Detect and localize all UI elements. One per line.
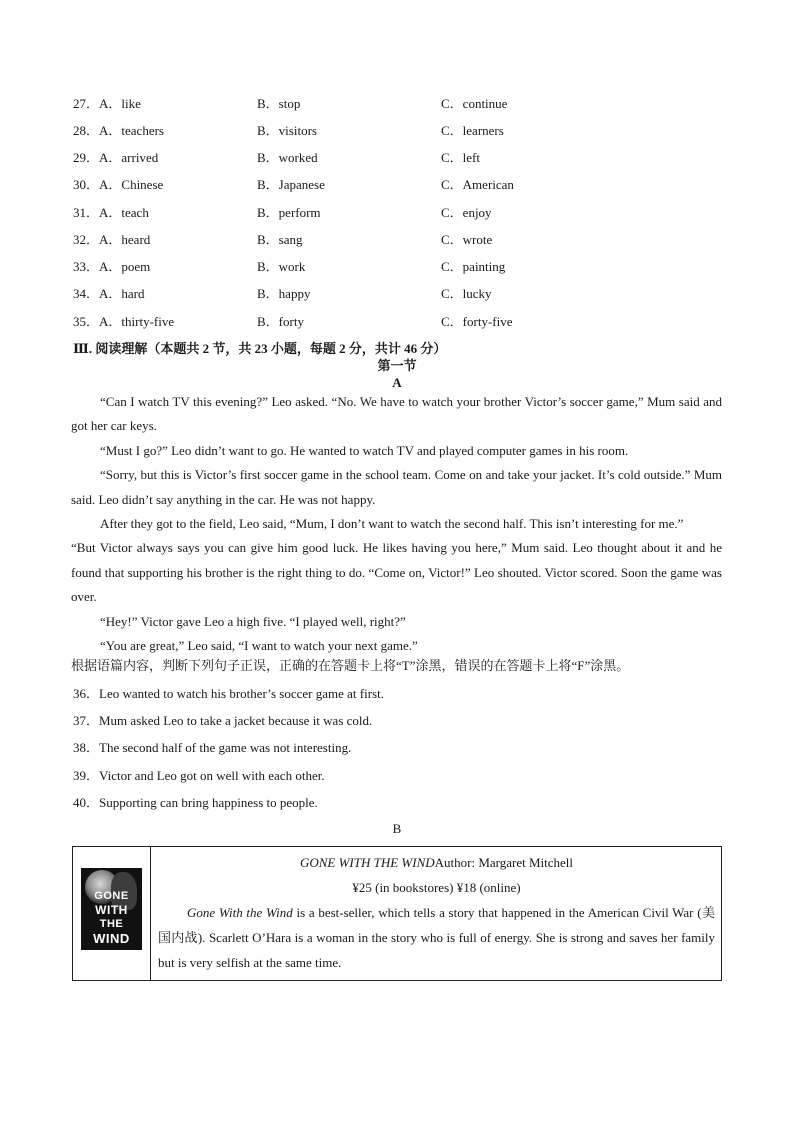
statement-item: 40．Supporting can bring happiness to people. — [73, 795, 318, 810]
option-a: 33．A．poem — [73, 259, 151, 274]
passage-paragraph: After they got to the field, Leo said, “Mum, I don’t want to watch the second half. This isn’t interesting for me.” — [100, 516, 684, 532]
option-c: C．continue — [441, 96, 508, 111]
option-b: B．Japanese — [257, 177, 325, 192]
passage-paragraph: “Must I go?” Leo didn’t want to go. He wanted to watch TV and played computer games in his room. — [100, 442, 629, 458]
cover-word: GONE — [94, 890, 129, 902]
option-row — [0, 94, 794, 114]
option-a: 29．A．arrived — [73, 150, 159, 165]
part-label: 第一节 — [377, 358, 417, 373]
option-c: C．wrote — [441, 232, 493, 247]
passage-b-label: B — [392, 821, 402, 836]
cover-word: WITH — [95, 903, 128, 917]
passage-paragraph: “But Victor always says you can give him good luck. He likes having you here,” Mum said. Leo thought about it and he found that supporting his brother is the right thing to do. “Come on, Victor!” Leo shouted. Victor scored. Soon the game was over. — [71, 540, 722, 605]
book-price: ¥25 (in bookstores) ¥18 (online) — [352, 880, 521, 895]
book-title-line — [158, 850, 715, 875]
option-c: C．left — [441, 150, 480, 165]
option-a: 28．A．teachers — [73, 123, 164, 138]
book-title: GONE WITH THE WIND — [299, 855, 435, 870]
passage-a-label: A — [392, 375, 402, 390]
option-b: B．perform — [257, 205, 321, 220]
book-desc-text: is a best-seller, which tells a story that happened in the American Civil War (美国内战). Scarlett O’Hara is a woman in the story who is full of energy. She is strong and saves her family but is very selfish at the same time. — [158, 905, 715, 970]
option-c: C．American — [441, 177, 514, 192]
cover-word: THE — [99, 918, 124, 930]
statement-item: 36．Leo wanted to watch his brother’s soccer game at first. — [73, 686, 384, 701]
statement-item: 39．Victor and Leo got on well with each other. — [73, 768, 325, 783]
option-a: 32．A．heard — [73, 232, 151, 247]
option-b: B．sang — [257, 232, 303, 247]
book-desc-title: Gone With the Wind — [187, 905, 293, 920]
passage-paragraph: “Hey!” Victor gave Leo a high five. “I played well, right?” — [100, 613, 406, 629]
book-info-table — [72, 846, 722, 981]
cover-word: WIND — [93, 931, 130, 946]
option-row — [0, 312, 794, 332]
option-row — [0, 148, 794, 168]
book-cover-image — [81, 868, 142, 950]
option-b: B．visitors — [257, 123, 317, 138]
passage-paragraph: “You are great,” Leo said, “I want to watch your next game.” — [100, 638, 418, 654]
option-a: 30．A．Chinese — [73, 177, 164, 192]
option-a: 35．A．thirty-five — [73, 314, 175, 329]
option-row — [0, 121, 794, 141]
statement-item: 37．Mum asked Leo to take a jacket because it was cold. — [73, 713, 373, 728]
passage-paragraph: “Sorry, but this is Victor’s first soccer game in the school team. Come on and take your jacket. It’s cold outside.” Mum said. Leo didn’t say anything in the car. He was not happy. — [71, 467, 722, 507]
option-c: C．painting — [441, 259, 506, 274]
option-c: C．lucky — [441, 286, 492, 301]
statement-item: 38．The second half of the game was not interesting. — [73, 740, 352, 755]
option-a: 34．A．hard — [73, 286, 145, 301]
option-row — [0, 203, 794, 223]
book-details — [158, 847, 715, 975]
option-c: C．learners — [441, 123, 504, 138]
option-row — [0, 284, 794, 304]
book-description — [158, 900, 715, 975]
option-c: C．forty-five — [441, 314, 513, 329]
option-b: B．worked — [257, 150, 318, 165]
passage-a — [71, 390, 722, 658]
option-a: 27．A．like — [73, 96, 141, 111]
option-a: 31．A．teach — [73, 205, 149, 220]
table-divider — [150, 847, 151, 980]
option-b: B．work — [257, 259, 306, 274]
instruction-text: 根据语篇内容，判断下列句子正误，正确的在答题卡上将“T”涂黑，错误的在答题卡上将“F”涂黑。 — [71, 658, 630, 673]
option-row — [0, 257, 794, 277]
option-row — [0, 230, 794, 250]
option-b: B．happy — [257, 286, 311, 301]
passage-paragraph: “Can I watch TV this evening?” Leo asked. “No. We have to watch your brother Victor’s soccer game,” Mum said and got her car keys. — [71, 394, 722, 434]
option-c: C．enjoy — [441, 205, 492, 220]
section-heading: Ⅲ. 阅读理解（本题共 2 节，共 23 小题，每题 2 分，共计 46 分） — [73, 341, 447, 356]
book-author: Author: Margaret Mitchell — [434, 855, 574, 870]
option-b: B．stop — [257, 96, 301, 111]
option-b: B．forty — [257, 314, 304, 329]
option-row — [0, 175, 794, 195]
